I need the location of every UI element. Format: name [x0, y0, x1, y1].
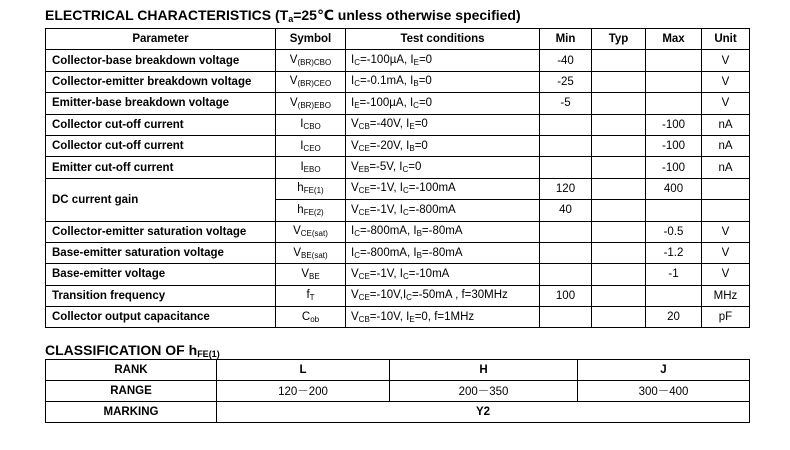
condition-value: =0	[418, 75, 432, 88]
condition-subscript: CE	[358, 271, 370, 281]
parameter-cell: Emitter cut-off current	[46, 157, 276, 178]
unit-cell: V	[702, 50, 750, 71]
typ-cell	[592, 114, 646, 135]
symbol-cell	[276, 178, 346, 199]
condition-value: =-1V,	[369, 267, 400, 280]
symbol-subscript: T	[309, 293, 315, 303]
symbol-base: V	[289, 54, 298, 67]
symbol-cell	[276, 71, 346, 92]
range-j: 300－400	[578, 381, 750, 402]
symbol-base: V	[289, 96, 298, 109]
max-cell: -100	[646, 114, 702, 135]
condition-variable: I	[410, 75, 414, 88]
max-cell	[646, 285, 702, 306]
typ-cell	[592, 135, 646, 156]
condition-subscript: E	[409, 314, 415, 324]
marking-row	[46, 402, 750, 423]
parameter-cell: Collector-base breakdown voltage	[46, 50, 276, 71]
symbol-subscript: CEO	[303, 143, 321, 153]
max-cell: -100	[646, 157, 702, 178]
table-row	[46, 71, 750, 92]
unit-cell: V	[702, 93, 750, 114]
header-unit: Unit	[702, 29, 750, 50]
symbol-subscript: BE(sat)	[301, 250, 328, 260]
condition-value: =-1V,	[369, 203, 400, 216]
symbol-base: I	[300, 161, 304, 174]
symbol-subscript: FE(1)	[303, 186, 324, 196]
symbol-cell	[276, 307, 346, 328]
parameter-cell: Transition frequency	[46, 285, 276, 306]
symbol-base: I	[300, 118, 304, 131]
symbol-base: h	[297, 182, 304, 195]
title-text-suffix: =25℃ unless otherwise specified)	[293, 7, 521, 23]
condition-value: =0	[418, 96, 433, 109]
max-cell: 20	[646, 307, 702, 328]
max-cell: -1	[646, 264, 702, 285]
symbol-subscript: (BR)CBO	[297, 58, 332, 68]
condition-subscript: EB	[358, 165, 370, 175]
condition-variable: I	[402, 289, 407, 302]
condition-variable: I	[351, 96, 355, 109]
symbol-base: f	[306, 289, 310, 302]
min-cell: 100	[540, 285, 592, 306]
condition-variable: V	[351, 267, 359, 280]
title-text: ELECTRICAL CHARACTERISTICS (T	[45, 7, 289, 23]
table-row	[46, 135, 750, 156]
condition-variable: I	[406, 139, 410, 152]
typ-cell	[592, 50, 646, 71]
min-cell: 120	[540, 178, 592, 199]
condition-subscript: B	[416, 250, 422, 260]
parameter-cell: Emitter-base breakdown voltage	[46, 93, 276, 114]
test-condition-cell	[346, 71, 540, 92]
test-condition-cell	[346, 200, 540, 221]
typ-cell	[592, 71, 646, 92]
unit-cell: V	[702, 221, 750, 242]
condition-subscript: C	[402, 271, 409, 281]
condition-subscript: C	[354, 229, 360, 239]
condition-subscript: E	[409, 122, 415, 132]
symbol-base: V	[301, 267, 309, 280]
condition-variable: V	[351, 182, 359, 195]
typ-cell	[592, 157, 646, 178]
typ-cell	[592, 178, 646, 199]
min-cell	[540, 264, 592, 285]
symbol-subscript: (BR)EBO	[297, 100, 331, 110]
condition-subscript: CB	[358, 314, 370, 324]
condition-subscript: E	[413, 58, 419, 68]
symbol-subscript: ob	[310, 314, 320, 324]
condition-value: =-10mA	[408, 267, 450, 280]
condition-variable: I	[409, 96, 414, 109]
condition-subscript: C	[354, 250, 360, 260]
condition-value: =-20V,	[369, 139, 407, 152]
condition-variable: V	[351, 310, 359, 323]
min-cell	[540, 114, 592, 135]
max-cell: -100	[646, 135, 702, 156]
condition-value: =-10V,	[369, 310, 407, 323]
unit-cell: nA	[702, 114, 750, 135]
max-cell	[646, 50, 702, 71]
condition-value: =-800mA,	[359, 225, 414, 238]
table-row	[46, 264, 750, 285]
test-condition-cell	[346, 157, 540, 178]
header-min: Min	[540, 29, 592, 50]
condition-variable: V	[351, 118, 359, 131]
header-symbol: Symbol	[276, 29, 346, 50]
classification-title	[45, 342, 220, 359]
condition-variable: I	[399, 267, 403, 280]
min-cell	[540, 307, 592, 328]
range-l: 120－200	[217, 381, 390, 402]
symbol-base: V	[289, 75, 298, 88]
electrical-characteristics-title	[45, 7, 521, 24]
table-header-row	[46, 29, 750, 50]
condition-variable: I	[406, 310, 410, 323]
condition-subscript: C	[354, 58, 360, 68]
condition-value: =-50mA , f=30MHz	[411, 289, 508, 302]
symbol-subscript: BE	[309, 271, 320, 281]
table-row	[46, 307, 750, 328]
condition-value: =-10V,	[369, 289, 403, 302]
condition-subscript: C	[406, 293, 412, 303]
marking-value: Y2	[217, 402, 750, 423]
test-condition-cell	[346, 264, 540, 285]
parameter-cell: Collector cut-off current	[46, 114, 276, 135]
electrical-characteristics-table	[45, 28, 750, 328]
test-condition-cell	[346, 242, 540, 263]
typ-cell	[592, 242, 646, 263]
condition-subscript: CE	[358, 143, 370, 153]
typ-cell	[592, 93, 646, 114]
symbol-cell	[276, 242, 346, 263]
rank-label: RANK	[46, 360, 217, 381]
symbol-cell	[276, 135, 346, 156]
range-label: RANGE	[46, 381, 217, 402]
symbol-base: V	[293, 246, 301, 259]
min-cell	[540, 221, 592, 242]
condition-variable: I	[399, 203, 403, 216]
unit-cell: nA	[702, 135, 750, 156]
test-condition-cell	[346, 221, 540, 242]
condition-value: =0	[414, 118, 428, 131]
header-parameter: Parameter	[46, 29, 276, 50]
symbol-cell	[276, 221, 346, 242]
max-cell	[646, 71, 702, 92]
table-row	[46, 221, 750, 242]
table-row	[46, 157, 750, 178]
condition-value: =0, f=1MHz	[414, 310, 475, 323]
condition-value: =0	[418, 54, 433, 67]
test-condition-cell	[346, 178, 540, 199]
condition-subscript: CE	[358, 207, 370, 217]
symbol-base: I	[300, 139, 304, 152]
condition-value: =-100µA,	[359, 96, 410, 109]
condition-variable: I	[399, 161, 403, 174]
parameter-cell: Collector cut-off current	[46, 135, 276, 156]
condition-value: =0	[408, 161, 422, 174]
condition-subscript: CE	[358, 186, 370, 196]
max-cell: 400	[646, 178, 702, 199]
min-cell	[540, 242, 592, 263]
symbol-cell	[276, 114, 346, 135]
symbol-cell	[276, 200, 346, 221]
range-row	[46, 381, 750, 402]
condition-subscript: B	[409, 143, 415, 153]
condition-value: =-800mA,	[359, 246, 414, 259]
condition-subscript: C	[413, 100, 419, 110]
condition-variable: I	[413, 225, 417, 238]
symbol-base: V	[293, 225, 301, 238]
symbol-subscript: FE(2)	[303, 207, 324, 217]
unit-cell: MHz	[702, 285, 750, 306]
condition-value: =-100µA,	[359, 54, 411, 67]
condition-value: =-5V,	[369, 161, 400, 174]
min-cell: -5	[540, 93, 592, 114]
marking-label: MARKING	[46, 402, 217, 423]
condition-variable: I	[351, 246, 355, 259]
condition-subscript: B	[413, 79, 419, 89]
table-row	[46, 285, 750, 306]
parameter-cell: Collector-emitter breakdown voltage	[46, 71, 276, 92]
unit-cell: V	[702, 71, 750, 92]
condition-subscript: C	[354, 79, 360, 89]
classification-table	[45, 359, 750, 423]
typ-cell	[592, 221, 646, 242]
min-cell: -40	[540, 50, 592, 71]
rank-row	[46, 360, 750, 381]
condition-subscript: C	[402, 165, 409, 175]
typ-cell	[592, 285, 646, 306]
min-cell: 40	[540, 200, 592, 221]
symbol-cell	[276, 157, 346, 178]
min-cell	[540, 135, 592, 156]
condition-value: =-0.1mA,	[359, 75, 411, 88]
test-condition-cell	[346, 135, 540, 156]
rank-l: L	[217, 360, 390, 381]
parameter-cell: Collector output capacitance	[46, 307, 276, 328]
table-row	[46, 50, 750, 71]
condition-value: =-100mA	[408, 182, 456, 195]
test-condition-cell	[346, 285, 540, 306]
condition-subscript: E	[354, 100, 360, 110]
table-row	[46, 178, 750, 199]
unit-cell: nA	[702, 157, 750, 178]
table-row	[46, 242, 750, 263]
parameter-cell: Base-emitter voltage	[46, 264, 276, 285]
condition-variable: V	[351, 289, 359, 302]
typ-cell	[592, 307, 646, 328]
max-cell	[646, 93, 702, 114]
test-condition-cell	[346, 307, 540, 328]
header-typ: Typ	[592, 29, 646, 50]
table-row	[46, 114, 750, 135]
condition-variable: I	[351, 225, 355, 238]
header-test-conditions: Test conditions	[346, 29, 540, 50]
condition-value: =-40V,	[369, 118, 407, 131]
condition-variable: I	[406, 118, 410, 131]
condition-value: =0	[414, 139, 428, 152]
rank-h: H	[390, 360, 578, 381]
symbol-subscript: CE(sat)	[300, 229, 328, 239]
condition-variable: V	[351, 203, 359, 216]
test-condition-cell	[346, 50, 540, 71]
symbol-cell	[276, 285, 346, 306]
min-cell	[540, 157, 592, 178]
unit-cell: V	[702, 242, 750, 263]
condition-variable: I	[399, 182, 403, 195]
max-cell: -0.5	[646, 221, 702, 242]
condition-value: =-800mA	[408, 203, 456, 216]
condition-subscript: C	[402, 207, 409, 217]
condition-value: =-80mA	[421, 225, 463, 238]
title-subscript: a	[288, 14, 294, 24]
symbol-cell	[276, 264, 346, 285]
condition-value: =-1V,	[369, 182, 400, 195]
typ-cell	[592, 200, 646, 221]
condition-subscript: CE	[358, 293, 370, 303]
condition-subscript: C	[402, 186, 409, 196]
unit-cell: pF	[702, 307, 750, 328]
condition-variable: I	[410, 54, 414, 67]
condition-variable: V	[351, 139, 359, 152]
classification-title-subscript: FE(1)	[197, 349, 220, 359]
condition-subscript: CB	[358, 122, 370, 132]
parameter-cell: Collector-emitter saturation voltage	[46, 221, 276, 242]
table-row	[46, 93, 750, 114]
range-h: 200－350	[390, 381, 578, 402]
unit-cell	[702, 178, 750, 199]
max-cell: -1.2	[646, 242, 702, 263]
symbol-base: C	[301, 310, 311, 323]
symbol-cell	[276, 93, 346, 114]
unit-cell	[702, 200, 750, 221]
condition-subscript: B	[416, 229, 422, 239]
parameter-cell: DC current gain	[46, 178, 276, 221]
unit-cell: V	[702, 264, 750, 285]
condition-value: =-80mA	[421, 246, 463, 259]
symbol-subscript: CBO	[303, 122, 321, 132]
test-condition-cell	[346, 114, 540, 135]
header-max: Max	[646, 29, 702, 50]
symbol-subscript: (BR)CEO	[297, 79, 332, 89]
typ-cell	[592, 264, 646, 285]
condition-variable: I	[351, 54, 355, 67]
min-cell: -25	[540, 71, 592, 92]
condition-variable: I	[413, 246, 417, 259]
classification-title-text: CLASSIFICATION OF h	[45, 342, 198, 358]
max-cell	[646, 200, 702, 221]
symbol-subscript: EBO	[303, 165, 321, 175]
test-condition-cell	[346, 93, 540, 114]
condition-variable: V	[351, 161, 359, 174]
rank-j: J	[578, 360, 750, 381]
symbol-cell	[276, 50, 346, 71]
parameter-cell: Base-emitter saturation voltage	[46, 242, 276, 263]
symbol-base: h	[297, 203, 304, 216]
condition-variable: I	[351, 75, 355, 88]
